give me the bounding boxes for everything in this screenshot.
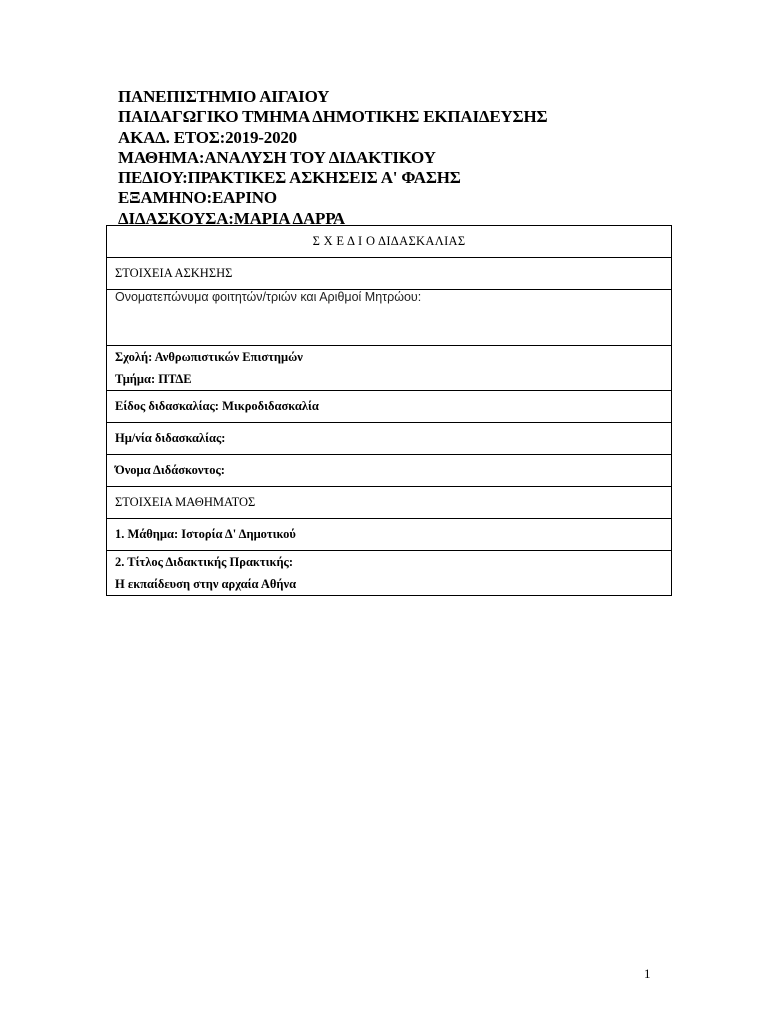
teacher-name-field: Όνομα Διδάσκοντος:	[107, 455, 672, 487]
school-label: Σχολή: Ανθρωπιστικών Επιστημών	[115, 350, 303, 364]
practice-title-value: Η εκπαίδευση στην αρχαία Αθήνα	[115, 577, 297, 591]
header-university: ΠΑΝΕΠΙΣΤΗΜΙΟ ΑΙΓΑΙΟΥ	[118, 87, 330, 106]
table-row	[107, 346, 672, 391]
header-department: ΠΑΙΔΑΓΩΓΙΚΟ ΤΜΗΜΑ ΔΗΜΟΤΙΚΗΣ ΕΚΠΑΙΔΕΥΣΗΣ	[118, 107, 548, 127]
table-row	[107, 487, 672, 519]
student-names-field: Ονοματεπώνυμα φοιτητών/τριών και Αριθμοί Μητρώου:	[107, 290, 672, 346]
table-row	[107, 391, 672, 423]
section-lesson-heading: ΣΤΟΙΧΕΙΑ ΜΑΘΗΜΑΤΟΣ	[107, 487, 672, 519]
lesson-field: 1. Μάθημα: Ιστορία Δ' Δημοτικού	[107, 519, 672, 551]
teaching-type-field: Είδος διδασκαλίας: Μικροδιδασκαλία	[107, 391, 672, 423]
table-row	[107, 455, 672, 487]
table-row	[107, 423, 672, 455]
department-label: Τμήμα: ΠΤΔΕ	[115, 372, 192, 386]
practice-title-cell	[107, 551, 672, 596]
header-instructor: ΔΙΔΑΣΚΟΥΣΑ:ΜΑΡΙΑ ΔΑΡΡΑ	[118, 208, 345, 228]
header-semester: ΕΞΑΜΗΝΟ:ΕΑΡΙΝΟ	[118, 188, 277, 208]
header-course-continued: ΠΕΔΙΟΥ:ΠΡΑΚΤΙΚΕΣ ΑΣΚΗΣΕΙΣ Α' ΦΑΣΗΣ	[118, 168, 461, 188]
table-row	[107, 290, 672, 346]
header-course: ΜΑΘΗΜΑ:ΑΝΑΛΥΣΗ ΤΟΥ ΔΙΔΑΚΤΙΚΟΥ	[118, 147, 436, 167]
school-department-cell	[107, 346, 672, 391]
document-header	[118, 87, 547, 229]
teaching-date-field: Ημ/νία διδασκαλίας:	[107, 423, 672, 455]
teaching-plan-table	[106, 225, 672, 596]
table-title: Σ Χ Ε Δ Ι Ο ΔΙΔΑΣΚΑΛΙΑΣ	[107, 226, 672, 258]
table-row	[107, 519, 672, 551]
table-row	[107, 226, 672, 258]
section-exercise-heading: ΣΤΟΙΧΕΙΑ ΑΣΚΗΣΗΣ	[107, 258, 672, 290]
header-academic-year: ΑΚΑΔ. ΕΤΟΣ:2019-2020	[118, 127, 297, 147]
table-row	[107, 258, 672, 290]
table-row	[107, 551, 672, 596]
practice-title-label: 2. Τίτλος Διδακτικής Πρακτικής:	[115, 555, 293, 569]
page-number: 1	[644, 966, 651, 981]
